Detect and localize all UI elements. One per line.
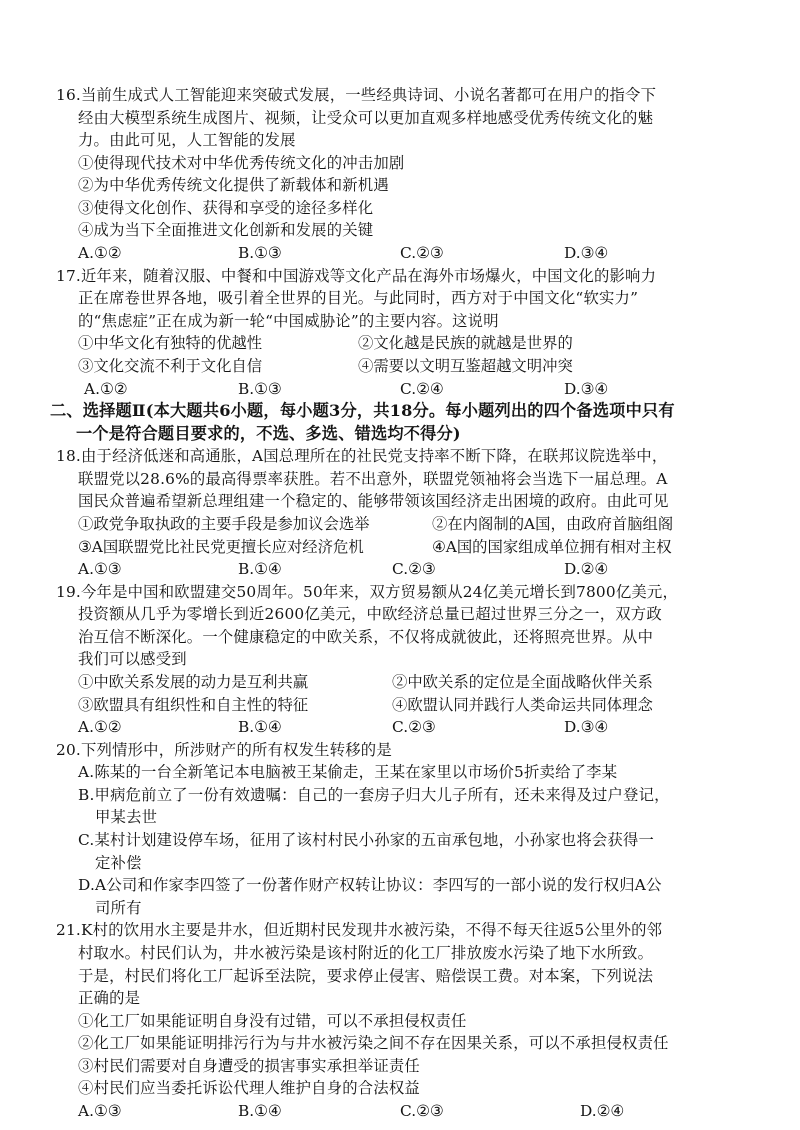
q16-item-3: ③使得文化创作、获得和享受的途径多样化 [78,199,374,217]
q18-item-3: ③A国联盟党比社民党更擅长应对经济危机 [78,538,364,556]
section-2-heading: 二、选择题Ⅱ(本大题共6小题，每小题3分，共18分。每小题列出的四个备选项中只有 [50,401,675,420]
q18-answer-d: D.②④ [564,560,609,578]
q19-item-1: ①中欧关系发展的动力是互利共赢 [78,673,309,691]
q20-option-b-line-1: B.甲病危前立了一份有效遗嘱：自己的一套房子归大儿子所有，还未来得及过户登记， [78,786,670,804]
q21-answer-b: B.①④ [238,1102,282,1120]
q18-item-2: ②在内阁制的A国，由政府首脑组阁 [432,515,674,533]
q19-answer-b: B.①④ [238,718,282,736]
q21-stem-line-1: 21.K村的饮用水主要是井水，但近期村民发现井水被污染，不得不每天往返5公里外的邻 [56,921,663,939]
q19-stem-line-1: 19.今年是中国和欧盟建交50周年。50年来，双方贸易额从24亿美元增长到7800亿美元， [56,583,679,601]
q20-stem: 20.下列情形中，所涉财产的所有权发生转移的是 [56,741,392,759]
q21-stem-line-2: 村取水。村民们认为，井水被污染是该村附近的化工厂排放废水污染了地下水所致。 [78,944,654,962]
q17-answer-d: D.③④ [564,380,609,398]
section-2-instructions: 一个是符合题目要求的，不选、多选、错选均不得分) [76,424,461,443]
q18-stem-line-3: 国民众普遍希望新总理组建一个稳定的、能够带领该国经济走出困境的政府。由此可见 [78,492,669,510]
q17-stem-line-3: 的“焦虑症”正在成为新一轮“中国威胁论”的主要内容。这说明 [78,312,499,330]
q19-answer-d: D.③④ [564,718,609,736]
q18-answer-b: B.①④ [238,560,282,578]
q17-item-4: ④需要以文明互鉴超越文明冲突 [358,357,573,375]
q21-answer-c: C.②③ [400,1102,444,1120]
q18-item-1: ①政党争取执政的主要手段是参加议会选举 [78,515,370,533]
q20-option-c-line-2: 定补偿 [95,854,142,872]
q16-stem-line-3: 力。由此可见，人工智能的发展 [78,131,296,149]
q17-answer-b: B.①③ [238,380,282,398]
q21-item-4: ④村民们应当委托诉讼代理人维护自身的合法权益 [78,1079,420,1097]
q19-stem-line-4: 我们可以感受到 [78,650,187,668]
q21-item-1: ①化工厂如果能证明自身没有过错，可以不承担侵权责任 [78,1012,467,1030]
q16-answer-d: D.③④ [564,244,609,262]
q19-answer-c: C.②③ [392,718,436,736]
q17-stem-line-1: 17.近年来，随着汉服、中餐和中国游戏等文化产品在海外市场爆火，中国文化的影响力 [56,267,657,285]
q19-item-4: ④欧盟认同并践行人类命运共同体理念 [392,696,653,714]
q17-stem-line-2: 正在席卷世界各地，吸引着全世界的目光。与此同时，西方对于中国文化“软实力” [78,289,639,307]
q19-stem-line-3: 治互信不断深化。一个健康稳定的中欧关系，不仅将成就彼此，还将照亮世界。从中 [78,628,654,646]
q21-item-3: ③村民们需要对自身遭受的损害事实承担举证责任 [78,1057,420,1075]
q16-item-2: ②为中华优秀传统文化提供了新载体和新机遇 [78,176,389,194]
q21-item-2: ②化工厂如果能证明排污行为与井水被污染之间不存在因果关系，可以不承担侵权责任 [78,1034,669,1052]
q16-item-1: ①使得现代技术对中华优秀传统文化的冲击加剧 [78,154,405,172]
q17-item-2: ②文化越是民族的就越是世界的 [358,334,573,352]
q18-item-4: ④A国的国家组成单位拥有相对主权 [432,538,672,556]
q20-option-c-line-1: C.某村计划建设停车场，征用了该村村民小孙家的五亩承包地，小孙家也将会获得一 [78,831,655,849]
q20-option-d-line-1: D.A公司和作家李四签了一份著作财产权转让协议：李四写的一部小说的发行权归A公 [78,876,662,894]
q20-option-a: A.陈某的一台全新笔记本电脑被王某偷走，王某在家里以市场价5折卖给了李某 [78,763,618,781]
q16-answer-a: A.①② [78,244,122,262]
q16-stem-line-1: 16.当前生成式人工智能迎来突破式发展，一些经典诗词、小说名著都可在用户的指令下 [56,86,657,104]
q17-item-1: ①中华文化有独特的优越性 [78,334,263,352]
q18-answer-c: C.②③ [392,560,436,578]
q16-item-4: ④成为当下全面推进文化创新和发展的关键 [78,221,374,239]
q18-answer-a: A.①③ [78,560,122,578]
q21-answer-d: D.②④ [580,1102,625,1120]
q18-stem-line-2: 联盟党以28.6%的最高得票率获胜。若不出意外，联盟党领袖将会当选下一届总理。A [78,470,668,488]
q16-answer-c: C.②③ [400,244,444,262]
q19-answer-a: A.①② [78,718,122,736]
q18-stem-line-1: 18.由于经济低迷和高通胀，A国总理所在的社民党支持率不断下降，在联邦议院选举中， [56,447,668,465]
q20-option-d-line-2: 司所有 [95,899,142,917]
q16-stem-line-2: 经由大模型系统生成图片、视频，让受众可以更加直观多样地感受优秀传统文化的魅 [78,109,654,127]
q17-answer-a: A.①② [84,380,128,398]
q17-answer-c: C.②④ [400,380,444,398]
q21-answer-a: A.①③ [78,1102,122,1120]
q19-item-2: ②中欧关系的定位是全面战略伙伴关系 [392,673,653,691]
q17-item-3: ③文化交流不利于文化自信 [78,357,263,375]
q21-stem-line-4: 正确的是 [78,989,141,1007]
q20-option-b-line-2: 甲某去世 [95,808,158,826]
q16-answer-b: B.①③ [238,244,282,262]
q21-stem-line-3: 于是，村民们将化工厂起诉至法院，要求停止侵害、赔偿误工费。对本案，下列说法 [78,967,654,985]
q19-item-3: ③欧盟具有组织性和自主性的特征 [78,696,309,714]
q19-stem-line-2: 投资额从几乎为零增长到近2600亿美元，中欧经济总量已超过世界三分之一，双方政 [78,605,662,623]
